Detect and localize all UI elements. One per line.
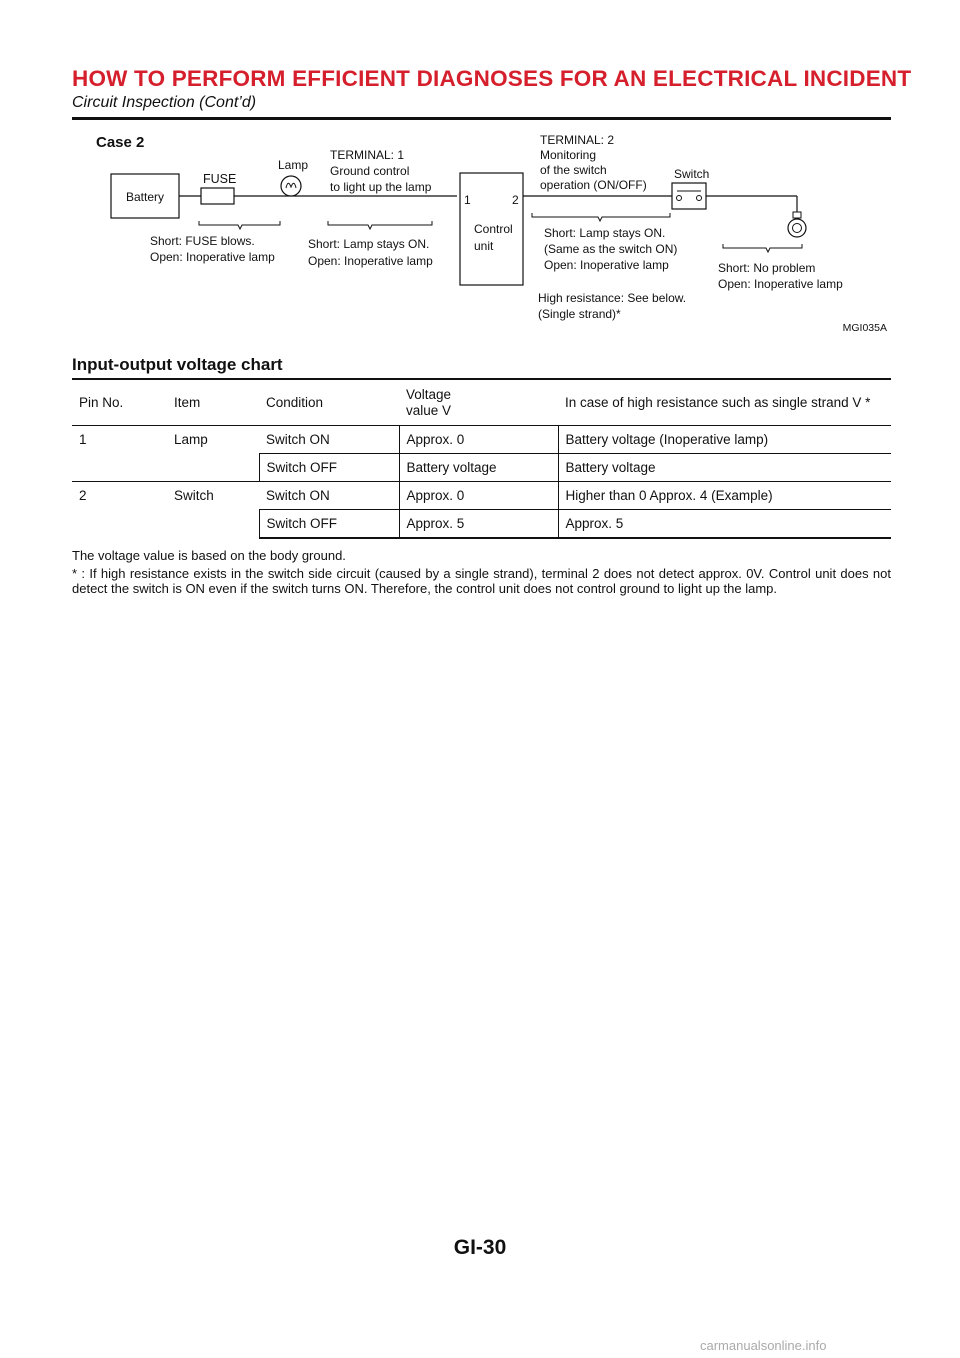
cell-pin: 1 — [72, 426, 167, 482]
fuse-box — [201, 188, 234, 204]
pin1-label: 1 — [464, 193, 471, 207]
page-header-title: HOW TO PERFORM EFFICIENT DIAGNOSES FOR AN ELECTRICAL INCIDENT — [72, 66, 912, 91]
lamp-segment-text: Short: Lamp stays ON. Open: Inoperative lamp — [308, 237, 433, 268]
lamp-label: Lamp — [278, 158, 309, 172]
battery-label: Battery — [125, 190, 165, 204]
header-item: Item — [174, 394, 201, 410]
voltage-chart-table — [72, 380, 891, 539]
header-pin: Pin No. — [79, 394, 124, 410]
cell-pin: 2 — [72, 482, 167, 539]
terminal1-label: TERMINAL: 1 Ground control to light up the lamp — [330, 148, 432, 194]
cell-item: Lamp — [167, 426, 259, 482]
control-unit-label: Control unit — [474, 222, 513, 253]
ground-segment-brace — [723, 244, 802, 252]
ground-segment-text: Short: No problem Open: Inoperative lamp — [718, 261, 843, 291]
circuit-diagram — [72, 124, 891, 342]
cell-voltage: Battery voltage — [399, 454, 558, 482]
switch-contact-b — [697, 196, 702, 201]
cell-high-resistance: Battery voltage (Inoperative lamp) — [558, 426, 891, 454]
lamp-segment-brace — [328, 221, 432, 229]
cell-voltage: Approx. 0 — [399, 482, 558, 510]
switch-contact-a — [677, 196, 682, 201]
header-high-resistance: In case of high resistance such as single strand V * — [565, 394, 871, 410]
figure-id: MGI035A — [842, 322, 887, 334]
table-row — [72, 482, 891, 510]
fuse-segment-brace — [199, 221, 280, 229]
terminal2-label: TERMINAL: 2 Monitoring of the switch operation (ON/OFF) — [540, 133, 647, 192]
ground-icon — [788, 219, 806, 237]
header-condition: Condition — [266, 394, 324, 410]
cell-condition: Switch OFF — [259, 454, 399, 482]
pin2-label: 2 — [512, 193, 519, 207]
cell-condition: Switch ON — [259, 426, 399, 454]
cell-high-resistance: Battery voltage — [558, 454, 891, 482]
note-body-ground: The voltage value is based on the body ground. — [72, 548, 346, 563]
switch-segment-brace — [532, 213, 670, 221]
header-voltage: Voltage value V — [406, 386, 452, 418]
fuse-segment-text: Short: FUSE blows. Open: Inoperative lamp — [150, 234, 275, 264]
cell-condition: Switch OFF — [259, 510, 399, 539]
switch-label: Switch — [674, 167, 710, 181]
header-rule — [72, 117, 891, 120]
ground-terminal — [793, 212, 801, 218]
cell-high-resistance: Approx. 5 — [558, 510, 891, 539]
high-resistance-text: High resistance: See below. (Single strand)* — [538, 291, 687, 321]
table-row — [72, 426, 891, 454]
note-high-resistance: * : If high resistance exists in the switch side circuit (caused by a single strand), terminal 2 does not detect approx. 0V. Control unit does not detect the switch is ON even if the switch turns ON. Therefore, the control unit does not control ground to light up the lamp. — [72, 566, 891, 596]
page-number: GI-30 — [453, 1236, 507, 1259]
cell-item: Switch — [167, 482, 259, 539]
cell-high-resistance: Higher than 0 Approx. 4 (Example) — [558, 482, 891, 510]
case-label: Case 2 — [96, 134, 145, 151]
section-title: Input-output voltage chart — [72, 355, 283, 374]
switch-segment-text: Short: Lamp stays ON. (Same as the switch ON) Open: Inoperative lamp — [544, 226, 678, 272]
watermark: carmanualsonline.info — [700, 1338, 827, 1353]
cell-condition: Switch ON — [259, 482, 399, 510]
table-header-row — [72, 380, 891, 426]
cell-voltage: Approx. 0 — [399, 426, 558, 454]
cell-voltage: Approx. 5 — [399, 510, 558, 539]
page-header-subtitle: Circuit Inspection (Cont’d) — [72, 94, 257, 111]
fuse-label: FUSE — [203, 172, 237, 186]
